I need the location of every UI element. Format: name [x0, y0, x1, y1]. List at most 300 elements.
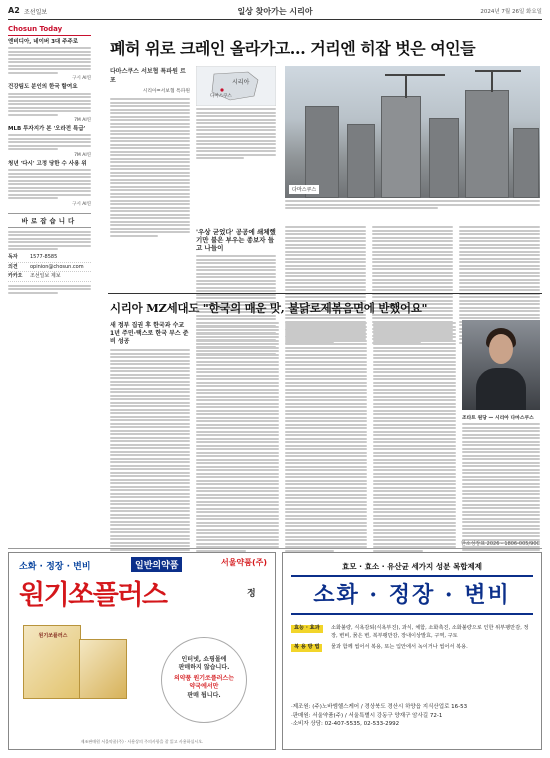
- text-line: [373, 403, 456, 405]
- text-line: [110, 528, 190, 530]
- text-line: [8, 187, 91, 189]
- text-line: [462, 427, 540, 429]
- text-line: [196, 385, 279, 387]
- text-line: [373, 368, 456, 370]
- text-line: [196, 511, 279, 513]
- text-line: [196, 515, 279, 517]
- text-line: [462, 465, 540, 467]
- text-line: [110, 363, 190, 365]
- text-line: [8, 180, 91, 182]
- text-line: [373, 536, 456, 538]
- text-line: [8, 61, 91, 63]
- company-logo: 서울약품(주): [221, 558, 267, 567]
- text-line: [285, 497, 368, 499]
- text-line: [285, 431, 368, 433]
- product-box-label: 원기쏘플러스: [38, 633, 68, 639]
- text-line: [285, 525, 368, 527]
- text-line: [373, 354, 456, 356]
- text-line: [373, 501, 456, 503]
- text-line: [462, 476, 540, 478]
- text-line: [196, 487, 279, 489]
- text-line: [285, 536, 368, 538]
- ad-address-line: ·제조원: (주)노바엠헬스케어 / 경상북도 경산시 하양읍 지식산업로 16-53: [291, 704, 468, 710]
- text-line: [373, 399, 456, 401]
- text-line: [462, 479, 540, 481]
- text-line: [373, 441, 456, 443]
- text-line: [110, 500, 190, 502]
- text-line: [196, 448, 279, 450]
- text-line: [196, 532, 279, 534]
- text-line: [196, 294, 276, 296]
- ad-fine-print: 제조판매원 서울약품(주) · 사용상의 주의사항을 잘 읽고 사용하십시오.: [80, 739, 204, 744]
- text-line: [8, 190, 91, 192]
- story1-byline: 시리아=서보협 특파원: [142, 89, 190, 94]
- syria-map: [196, 66, 276, 110]
- map-graphic: [196, 66, 276, 106]
- text-line: [110, 489, 190, 491]
- text-line: [285, 396, 368, 398]
- text-line: [110, 217, 190, 219]
- text-line: [8, 183, 91, 185]
- text-line: [8, 148, 58, 150]
- text-line: [110, 228, 190, 230]
- text-line: [462, 462, 540, 464]
- text-line: [110, 360, 190, 362]
- text-line: [285, 434, 368, 436]
- text-line: [373, 532, 456, 534]
- text-line: [462, 451, 540, 453]
- text-line: [462, 504, 540, 506]
- text-line: [285, 469, 368, 471]
- text-line: [285, 515, 368, 517]
- text-line: [110, 193, 190, 195]
- text-line: [196, 445, 279, 447]
- text-line: [285, 494, 368, 496]
- text-line: [196, 336, 279, 338]
- text-line: [372, 268, 453, 270]
- text-line: [285, 364, 368, 366]
- text-line: [462, 490, 540, 492]
- otc-badge: 일반의약품: [131, 557, 182, 572]
- text-line: [285, 399, 368, 401]
- text-line: [373, 361, 456, 363]
- map-capital-label: 다마스쿠스: [210, 94, 232, 99]
- text-line: [110, 203, 190, 205]
- wongisso-plus-ad: [8, 552, 276, 750]
- text-line: [110, 137, 190, 139]
- text-line: [110, 521, 190, 523]
- text-line: [196, 119, 276, 121]
- text-line: [285, 261, 366, 263]
- text-line: [8, 93, 91, 95]
- text-line: [8, 285, 91, 287]
- text-line: [110, 507, 190, 509]
- text-line: [196, 129, 276, 131]
- text-line: [196, 424, 279, 426]
- text-line: [285, 347, 368, 349]
- text-line: [373, 511, 456, 513]
- text-line: [372, 289, 453, 291]
- text-line: [196, 133, 276, 135]
- contact-value[interactable]: 1577-8585: [30, 254, 58, 261]
- text-line: [110, 151, 190, 153]
- page-header: [8, 6, 542, 20]
- section-title: 일상 찾아가는 시리아: [237, 7, 313, 16]
- brief-item: [8, 39, 91, 81]
- text-line: [285, 240, 366, 242]
- story1-second-column: [196, 108, 276, 161]
- text-line: [373, 385, 456, 387]
- text-line: [196, 459, 279, 461]
- text-line: [285, 322, 368, 324]
- text-line: [196, 273, 276, 275]
- text-line: [459, 233, 540, 235]
- text-line: [196, 543, 279, 545]
- product-box-icon: [23, 625, 81, 699]
- contact-block: [8, 253, 91, 282]
- brand-name: 원기쏘플러스: [19, 580, 167, 611]
- text-line: [8, 288, 91, 290]
- text-line: [285, 445, 368, 447]
- ad-info-key: 효능 · 효과: [291, 625, 323, 633]
- text-line: [285, 476, 368, 478]
- page-number: A2: [8, 6, 20, 15]
- text-line: [110, 493, 190, 495]
- text-line: [196, 536, 279, 538]
- text-line: [373, 350, 456, 352]
- corrections-bar: 바로잡습니다: [8, 213, 91, 228]
- text-line: [285, 522, 368, 524]
- text-line: [373, 515, 456, 517]
- text-line: [8, 245, 91, 247]
- text-line: [196, 420, 279, 422]
- photo-location-label: 다마스쿠스: [289, 185, 319, 194]
- contact-row: [8, 253, 91, 263]
- text-line: [462, 458, 540, 460]
- text-line: [373, 487, 456, 489]
- text-line: [8, 141, 91, 143]
- text-line: [110, 140, 190, 142]
- text-line: [196, 343, 279, 345]
- text-line: [196, 434, 279, 436]
- text-line: [459, 289, 540, 291]
- text-line: [462, 437, 540, 439]
- text-line: [8, 47, 91, 49]
- text-line: [196, 326, 279, 328]
- text-line: [285, 275, 366, 277]
- text-line: [285, 508, 368, 510]
- text-line: [110, 447, 190, 449]
- story1-mid-subhead: '우상 굳었다' 공공에 쇄체했기만 불은 부우는 종보자 들고 나들이: [196, 228, 276, 253]
- text-line: [459, 251, 540, 253]
- text-line: [196, 490, 279, 492]
- text-line: [373, 347, 456, 349]
- ad-info-row: [291, 625, 533, 640]
- text-line: [110, 444, 190, 446]
- text-line: [8, 58, 91, 60]
- chosun-today-column: [8, 25, 91, 540]
- text-line: [110, 454, 190, 456]
- text-line: [459, 275, 540, 277]
- text-line: [110, 475, 190, 477]
- contact-label: 카카오: [8, 273, 23, 280]
- text-line: [110, 224, 190, 226]
- text-line: [373, 410, 456, 412]
- story1-headline: 폐허 위로 크레인 올라가고… 거리엔 히잡 벗은 여인들: [110, 39, 476, 58]
- text-line: [110, 416, 190, 418]
- text-line: [372, 275, 453, 277]
- text-line: [373, 525, 456, 527]
- text-line: [110, 503, 190, 505]
- text-line: [110, 172, 190, 174]
- text-line: [372, 226, 453, 228]
- story1-subhead: 다마스쿠스 서보협 특파원 르포: [110, 68, 186, 84]
- text-line: [459, 272, 540, 274]
- text-line: [196, 392, 279, 394]
- text-line: [196, 364, 279, 366]
- text-line: [110, 119, 190, 121]
- text-line: [462, 472, 540, 474]
- text-line: [459, 237, 540, 239]
- text-line: [373, 504, 456, 506]
- text-line: [373, 455, 456, 457]
- text-line: [196, 126, 276, 128]
- text-line: [373, 420, 456, 422]
- ad-info-text: 소화불량, 식욕감퇴(식욕부진), 과식, 체함, 소화촉진, 소화불량으로 인한 위부팽만감, 정장, 변비, 묽은 변, 복부팽만감, 장내이상발효, 구역, 구토: [331, 625, 529, 639]
- text-line: [8, 176, 91, 178]
- text-line: [196, 476, 279, 478]
- ad-address-line: ·판매원: 서울약품(주) / 서울특별시 강동구 양재구 암사길 72-1: [291, 712, 443, 719]
- text-line: [285, 258, 366, 260]
- text-line: [459, 261, 540, 263]
- brief-title: MLB 투자지가 본 '오라전 특급': [8, 126, 86, 133]
- text-line: [459, 244, 540, 246]
- text-line: [110, 531, 190, 533]
- brand-suffix: 정: [247, 589, 256, 599]
- text-line: [110, 102, 190, 104]
- text-line: [110, 381, 190, 383]
- text-line: [462, 518, 540, 520]
- text-line: [8, 114, 58, 116]
- text-line: [462, 549, 540, 551]
- text-line: [285, 529, 368, 531]
- text-line: [373, 364, 456, 366]
- text-line: [285, 247, 366, 249]
- text-line: [373, 494, 456, 496]
- text-line: [110, 496, 190, 498]
- story2-caption-text: 조타트 원당 — 시리아 다마스쿠스: [462, 416, 534, 421]
- text-line: [196, 283, 276, 285]
- text-line: [8, 234, 91, 236]
- text-line: [462, 535, 540, 537]
- text-line: [196, 410, 279, 412]
- text-line: [285, 480, 368, 482]
- text-line: [8, 238, 91, 240]
- text-line: [373, 427, 456, 429]
- contact-row: [8, 263, 91, 273]
- text-line: [196, 483, 279, 485]
- text-line: [285, 438, 368, 440]
- text-line: [285, 378, 368, 380]
- text-line: [285, 424, 368, 426]
- text-line: [285, 455, 368, 457]
- text-line: [110, 116, 190, 118]
- text-line: [373, 529, 456, 531]
- text-line: [110, 440, 190, 442]
- ad-address-block: [291, 703, 533, 729]
- text-line: [373, 326, 456, 328]
- text-line: [462, 441, 540, 443]
- text-line: [196, 389, 279, 391]
- text-line: [8, 292, 58, 294]
- text-line: [373, 340, 456, 342]
- text-line: [462, 511, 540, 513]
- text-line: [110, 458, 190, 460]
- contact-value[interactable]: opinion@chosun.com: [30, 263, 84, 270]
- text-line: [196, 329, 279, 331]
- text-line: [196, 473, 279, 475]
- brief-title: 엔비디아, 네이버 3대 주주로: [8, 39, 79, 45]
- story2-lead-column: [110, 322, 190, 559]
- text-line: [196, 276, 276, 278]
- text-line: [196, 262, 276, 264]
- text-line: [196, 350, 279, 352]
- text-line: [372, 254, 453, 256]
- text-line: [196, 497, 279, 499]
- text-line: [285, 333, 368, 335]
- text-line: [372, 258, 453, 260]
- text-line: [462, 448, 540, 450]
- app-note: [8, 285, 91, 294]
- text-line: [373, 469, 456, 471]
- ad-info-key: 복 용 방 법: [291, 644, 322, 652]
- text-line: [110, 430, 190, 432]
- product-bottle-icon: [79, 639, 127, 699]
- text-line: [373, 396, 456, 398]
- text-line: [8, 231, 91, 233]
- text-line: [196, 375, 279, 377]
- text-line: [373, 448, 456, 450]
- text-line: [110, 391, 190, 393]
- text-line: [285, 448, 368, 450]
- text-line: [459, 286, 540, 288]
- text-line: [373, 543, 456, 545]
- text-line: [373, 473, 456, 475]
- text-line: [285, 233, 366, 235]
- text-line: [196, 269, 276, 271]
- text-line: [459, 279, 540, 281]
- text-line: [110, 158, 190, 160]
- text-line: [196, 357, 279, 359]
- text-line: [110, 426, 190, 428]
- text-line: [196, 322, 279, 324]
- text-line: [110, 514, 190, 516]
- text-line: [459, 247, 540, 249]
- contact-row: [8, 272, 91, 282]
- text-line: [373, 452, 456, 454]
- text-line: [373, 392, 456, 394]
- text-line: [110, 189, 190, 191]
- text-line: [373, 406, 456, 408]
- text-line: [110, 154, 190, 156]
- ad-info-text: 물과 함께 씹어서 복용, 또는 입안에서 녹이거나 씹어서 복용.: [331, 644, 468, 651]
- brief-item: [8, 126, 91, 158]
- text-line: [285, 340, 368, 342]
- text-line: [459, 317, 540, 319]
- chosun-today-title: Chosun Today: [8, 25, 91, 36]
- text-line: [373, 413, 456, 415]
- text-line: [8, 107, 91, 109]
- text-line: [285, 511, 368, 513]
- text-line: [285, 490, 368, 492]
- text-line: [459, 265, 540, 267]
- text-line: [285, 272, 366, 274]
- text-line: [196, 522, 279, 524]
- ad-address-line: ·소비자 상담: 02-407-5535, 02-533-2992: [291, 721, 400, 728]
- text-line: [372, 247, 453, 249]
- text-line: [285, 350, 368, 352]
- text-line: [196, 399, 279, 401]
- text-line: [196, 333, 279, 335]
- text-line: [110, 479, 190, 481]
- text-line: [285, 543, 368, 545]
- text-line: [110, 542, 190, 544]
- text-line: [8, 100, 91, 102]
- text-line: [8, 96, 91, 98]
- text-line: [196, 157, 244, 159]
- text-line: [372, 296, 453, 298]
- text-line: [196, 266, 276, 268]
- text-line: [8, 197, 58, 199]
- text-line: [110, 398, 190, 400]
- text-line: [373, 522, 456, 524]
- text-line: [196, 361, 279, 363]
- text-line: [110, 510, 190, 512]
- text-line: [110, 384, 190, 386]
- text-line: [459, 240, 540, 242]
- contact-value[interactable]: 조선일보 제보: [30, 273, 61, 280]
- text-line: [285, 282, 366, 284]
- text-line: [196, 431, 279, 433]
- text-line: [285, 420, 368, 422]
- text-line: [110, 472, 190, 474]
- text-line: [196, 469, 279, 471]
- text-line: [110, 130, 190, 132]
- text-line: [372, 230, 453, 232]
- text-line: [462, 444, 540, 446]
- text-line: [110, 433, 190, 435]
- text-line: [110, 388, 190, 390]
- text-line: [285, 382, 368, 384]
- text-line: [8, 248, 58, 250]
- text-line: [285, 254, 366, 256]
- story1-lead-column: [110, 66, 190, 238]
- text-line: [459, 268, 540, 270]
- text-line: [196, 340, 279, 342]
- text-line: [110, 524, 190, 526]
- brief-title: 건강팀도 분인의 한국 할여요: [8, 84, 78, 91]
- text-line: [285, 406, 368, 408]
- text-line: [462, 532, 540, 534]
- text-line: [462, 507, 540, 509]
- text-line: [372, 265, 453, 267]
- notice-line-4: 약국에서만: [189, 683, 219, 691]
- text-line: [372, 233, 453, 235]
- text-line: [285, 375, 368, 377]
- brief-byline: 구시 AI연: [72, 201, 91, 207]
- text-line: [285, 385, 368, 387]
- digestive-ad: [282, 552, 542, 750]
